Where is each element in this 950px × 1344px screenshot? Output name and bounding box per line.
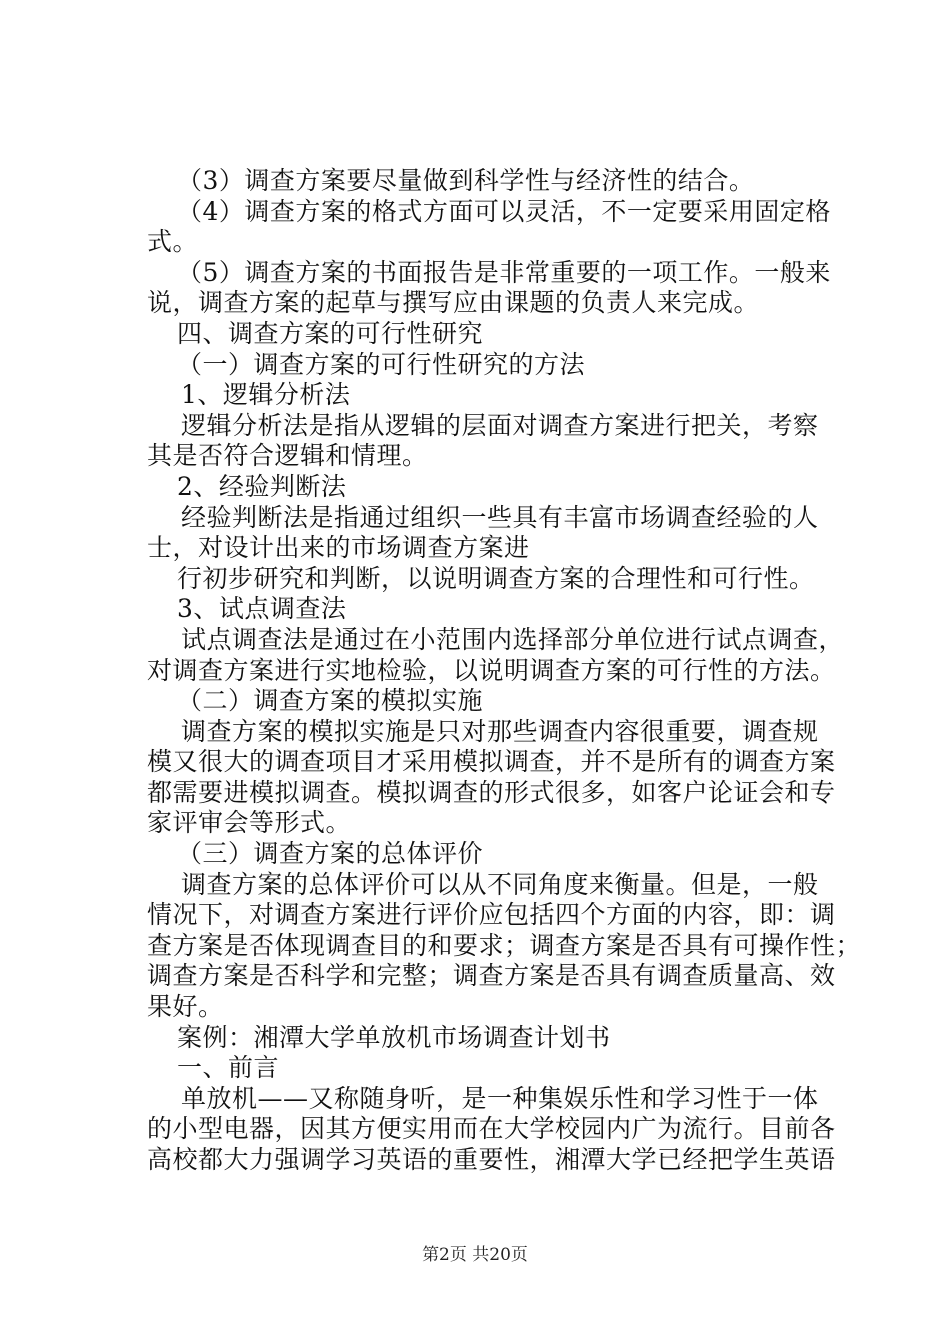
paragraph-line: 调查方案的总体评价可以从不同角度来衡量。但是，一般: [181, 869, 819, 899]
paragraph-line: 情况下，对调查方案进行评价应包括四个方面的内容，即：调: [147, 900, 836, 930]
paragraph-line: 的小型电器，因其方便实用而在大学校园内广为流行。目前各: [147, 1114, 836, 1144]
paragraph-line: 都需要进模拟调查。模拟调查的形式很多，如客户论证会和专: [147, 777, 836, 807]
subsection-heading: 3、试点调查法: [177, 594, 347, 624]
subsection-heading: 2、经验判断法: [177, 471, 347, 501]
paragraph-line: 单放机——又称随身听，是一种集娱乐性和学习性于一体: [181, 1083, 819, 1113]
paragraph-line: 果好。: [147, 992, 224, 1022]
paragraph-line: 经验判断法是指通过组织一些具有丰富市场调查经验的人: [181, 502, 819, 532]
paragraph-line: 高校都大力强调学习英语的重要性，湘潭大学已经把学生英语: [147, 1145, 836, 1174]
paragraph-line: 式。: [147, 227, 199, 257]
paragraph-line: （4）调查方案的格式方面可以灵活，不一定要采用固定格: [177, 196, 831, 226]
subsection-heading: （二）调查方案的模拟实施: [177, 686, 484, 716]
paragraph-line: 调查方案是否科学和完整；调查方案是否具有调查质量高、效: [147, 961, 836, 991]
case-heading: 案例：湘潭大学单放机市场调查计划书: [177, 1022, 611, 1052]
section-heading: 四、调查方案的可行性研究: [177, 318, 484, 348]
subsection-heading: 1、逻辑分析法: [181, 380, 351, 410]
paragraph-line: 对调查方案进行实地检验，以说明调查方案的可行性的方法。: [147, 655, 836, 685]
paragraph-line: 调查方案的模拟实施是只对那些调查内容很重要，调查规: [181, 716, 819, 746]
paragraph-line: 行初步研究和判断，以说明调查方案的合理性和可行性。: [177, 563, 815, 593]
page-number-footer: 第2页 共20页: [422, 1245, 528, 1265]
paragraph-line: 家评审会等形式。: [147, 808, 352, 838]
paragraph-line: 士，对设计出来的市场调查方案进: [147, 533, 530, 563]
paragraph-line: 其是否符合逻辑和情理。: [147, 441, 428, 471]
paragraph-line: 查方案是否体现调查目的和要求；调查方案是否具有可操作性；: [147, 930, 862, 960]
subsection-heading: （三）调查方案的总体评价: [177, 839, 484, 869]
paragraph-line: 试点调查法是通过在小范围内选择部分单位进行试点调查，: [181, 624, 845, 654]
subsection-heading: （一）调查方案的可行性研究的方法: [177, 349, 586, 379]
paragraph-line: （5）调查方案的书面报告是非常重要的一项工作。一般来: [177, 257, 831, 287]
document-body: [147, 166, 862, 1176]
paragraph-line: 说，调查方案的起草与撰写应由课题的负责人来完成。: [147, 288, 760, 318]
section-heading: 一、前言: [177, 1053, 280, 1083]
paragraph-line: 逻辑分析法是指从逻辑的层面对调查方案进行把关，考察: [181, 410, 819, 440]
paragraph-line: （3）调查方案要尽量做到科学性与经济性的结合。: [177, 166, 755, 195]
paragraph-line: 模又很大的调查项目才采用模拟调查，并不是所有的调查方案: [147, 747, 836, 777]
